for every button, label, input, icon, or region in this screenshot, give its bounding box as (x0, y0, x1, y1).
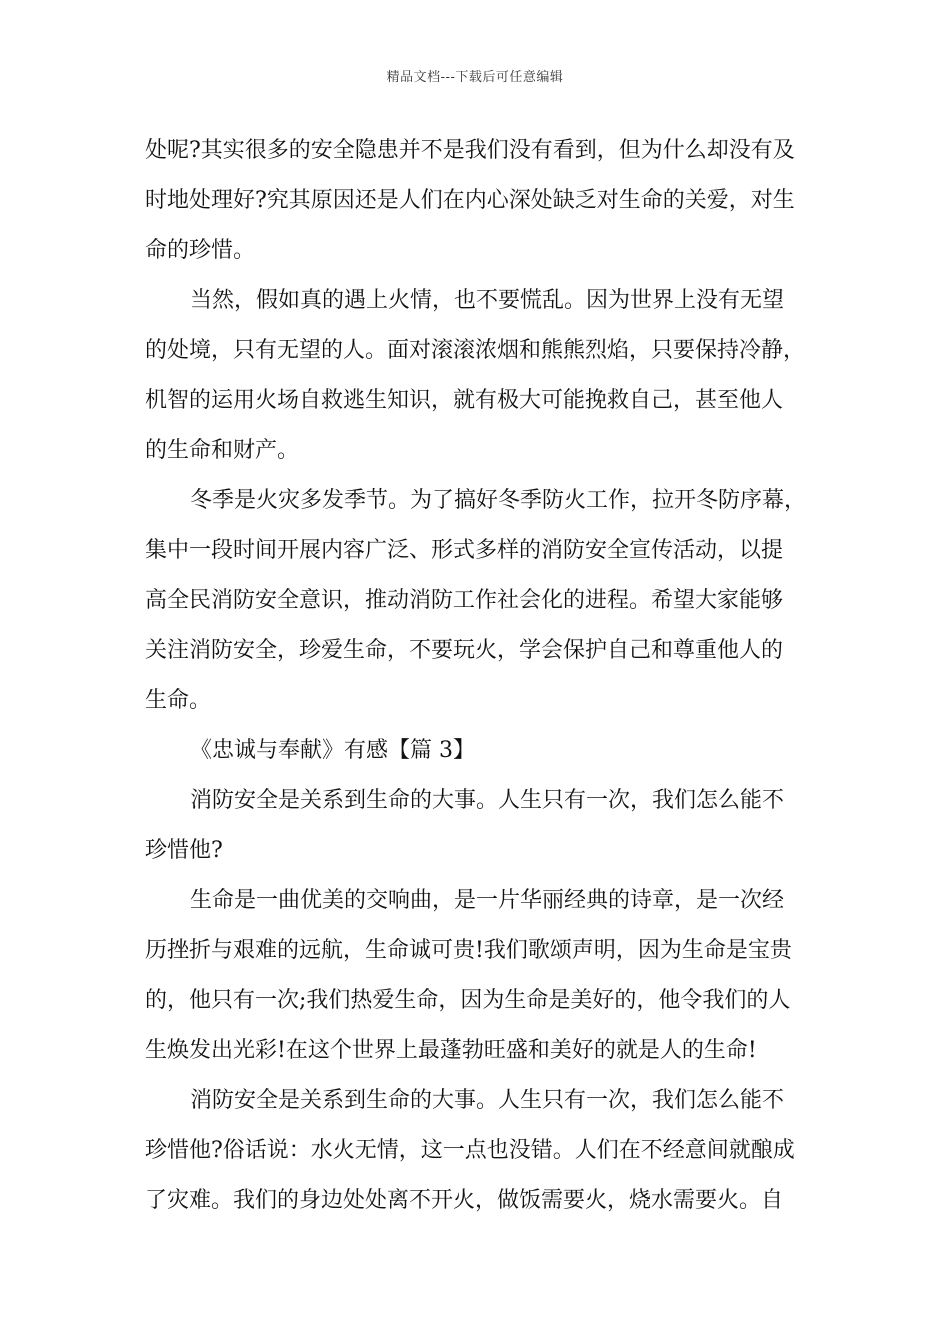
paragraph-line: 命的珍惜。 (145, 238, 256, 263)
paragraph-line: 了灾难。我们的身边处处离不开火，做饭需要火，烧水需要火。自 (145, 1188, 784, 1213)
paragraph-first-line: 消防安全是关系到生命的大事。人生只有一次，我们怎么能不 (190, 788, 785, 813)
paragraph-line: 历挫折与艰难的远航，生命诚可贵!我们歌颂声明，因为生命是宝贵 (145, 938, 792, 963)
document-body (145, 126, 807, 1226)
paragraph-first-line: 《忠诚与奉献》有感【篇 3】 (190, 738, 475, 763)
paragraph-line: 机智的运用火场自救逃生知识，就有极大可能挽救自己，甚至他人 (145, 388, 784, 413)
paragraph-line: 集中一段时间开展内容广泛、形式多样的消防安全宣传活动，以提 (145, 538, 784, 563)
paragraph-line: 生命。 (145, 688, 212, 713)
paragraph-first-line: 消防安全是关系到生命的大事。人生只有一次，我们怎么能不 (190, 1088, 785, 1113)
paragraph-first-line: 冬季是火灾多发季节。为了搞好冬季防火工作，拉开冬防序幕， (190, 488, 807, 513)
paragraph-line: 的生命和财产。 (145, 438, 300, 463)
paragraph-line: 处呢?其实很多的安全隐患并不是我们没有看到，但为什么却没有及 (145, 138, 795, 163)
paragraph-first-line: 生命是一曲优美的交响曲，是一片华丽经典的诗章，是一次经 (190, 888, 785, 913)
page-header: 精品文档---下载后可任意编辑 (386, 70, 564, 85)
paragraph-line: 的，他只有一次;我们热爱生命，因为生命是美好的，他令我们的人 (145, 988, 791, 1013)
paragraph-first-line: 当然，假如真的遇上火情，也不要慌乱。因为世界上没有无望 (190, 288, 785, 313)
paragraph-line: 珍惜他?俗话说：水火无情，这一点也没错。人们在不经意间就酿成 (145, 1138, 795, 1163)
paragraph-line: 的处境，只有无望的人。面对滚滚浓烟和熊熊烈焰，只要保持冷静， (145, 338, 806, 363)
paragraph-line: 关注消防安全，珍爱生命，不要玩火，学会保护自己和尊重他人的 (145, 638, 784, 663)
paragraph-line: 时地处理好?究其原因还是人们在内心深处缺乏对生命的关爱，对生 (145, 188, 795, 213)
paragraph-line: 高全民消防安全意识，推动消防工作社会化的进程。希望大家能够 (145, 588, 784, 613)
paragraph-line: 珍惜他? (145, 838, 223, 863)
paragraph-line: 生焕发出光彩!在这个世界上最蓬勃旺盛和美好的就是人的生命! (145, 1038, 757, 1063)
